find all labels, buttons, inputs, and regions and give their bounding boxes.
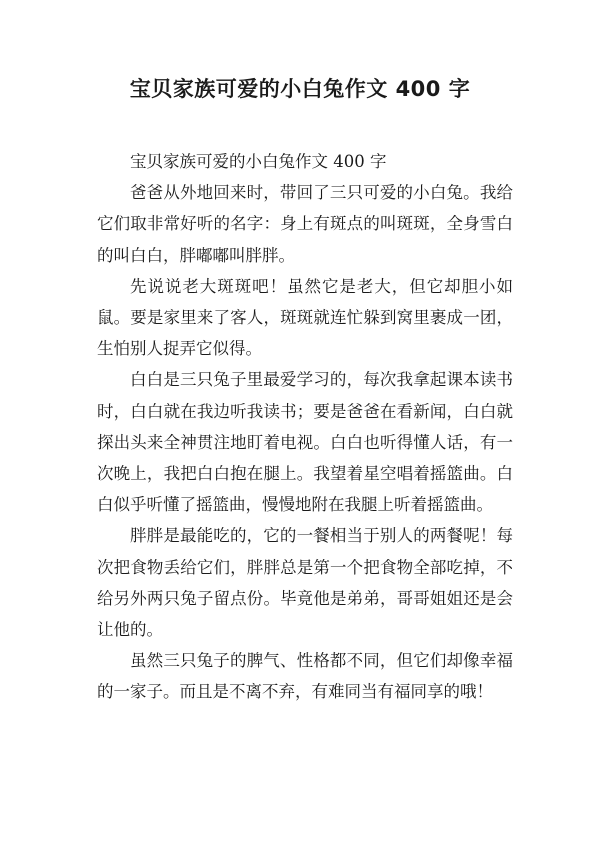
document-title: 宝贝家族可爱的小白兔作文 400 字	[129, 77, 471, 101]
document-body	[97, 146, 513, 708]
paragraph: 先说说老大斑斑吧！虽然它是老大，但它却胆小如鼠。要是家里来了客人，斑斑就连忙躲到窝里裹成一团，生怕别人捉弄它似得。	[97, 276, 513, 359]
paragraph-subtitle: 宝贝家族可爱的小白兔作文 400 字	[130, 152, 387, 171]
paragraph: 胖胖是最能吃的，它的一餐相当于别人的两餐呢！每次把食物丢给它们，胖胖总是第一个把食物全部吃掉，不给另外两只兔子留点份。毕竟他是弟弟，哥哥姐姐还是会让他的。	[97, 526, 513, 640]
paragraph: 爸爸从外地回来时，带回了三只可爱的小白兔。我给它们取非常好听的名字：身上有斑点的叫斑斑，全身雪白的叫白白，胖嘟嘟叫胖胖。	[97, 183, 513, 265]
paragraph: 白白是三只兔子里最爱学习的，每次我拿起课本读书时，白白就在我边听我读书；要是爸爸在看新闻，白白就探出头来全神贯注地盯着电视。白白也听得懂人话，有一次晚上，我把白白抱在腿上。我望着星空唱着摇篮曲。白白似乎听懂了摇篮曲，慢慢地附在我腿上听着摇篮曲。	[97, 370, 513, 515]
paragraph: 虽然三只兔子的脾气、性格都不同，但它们却像幸福的一家子。而且是不离不弃，有难同当有福同享的哦！	[97, 651, 513, 702]
